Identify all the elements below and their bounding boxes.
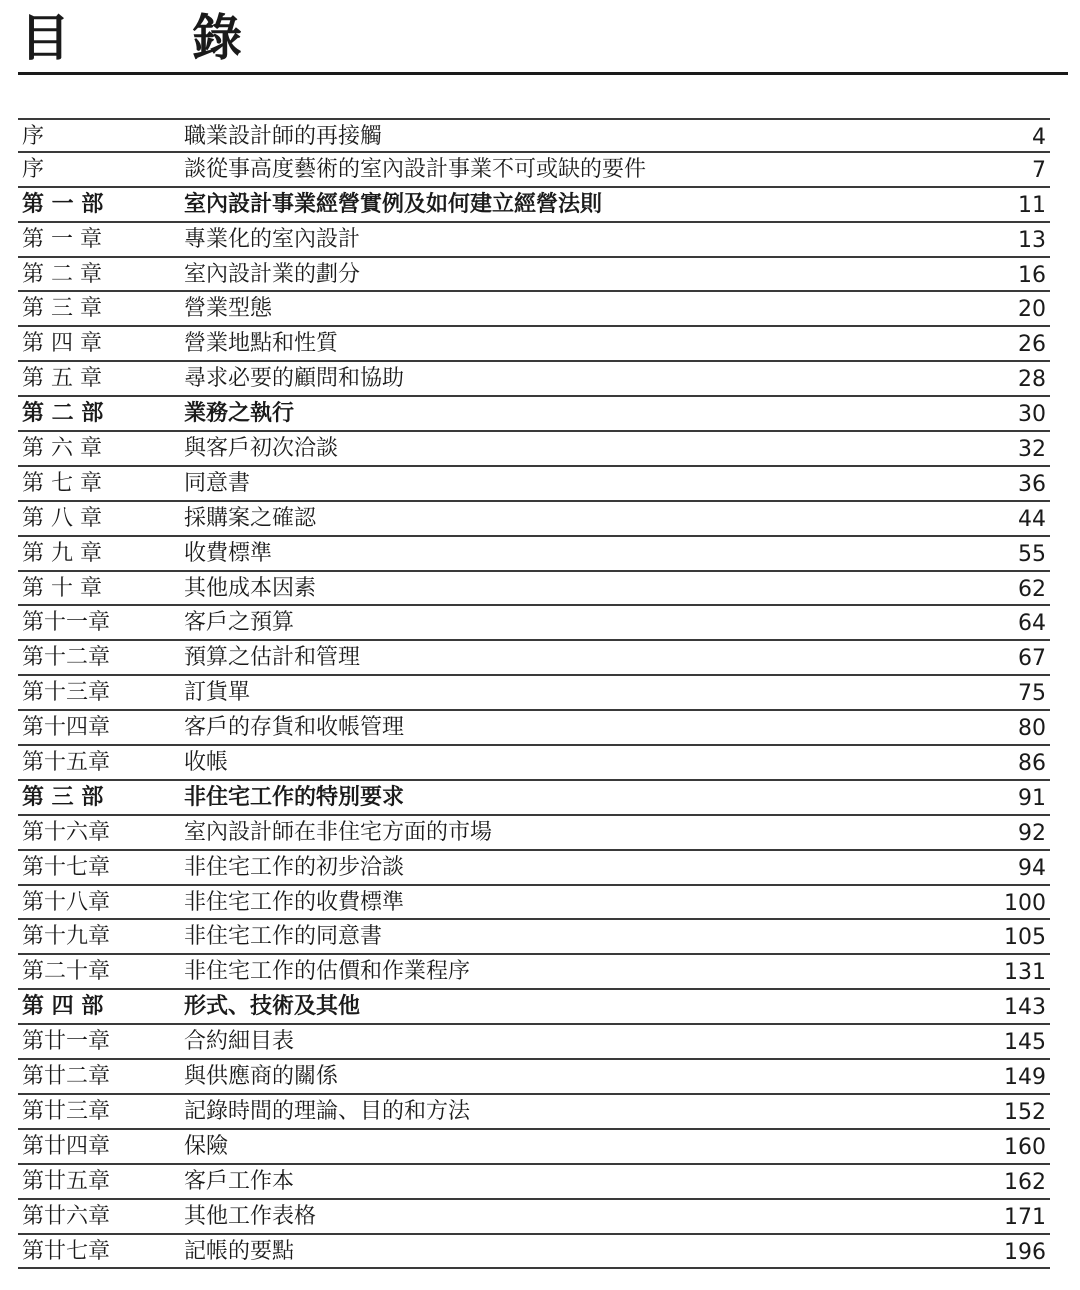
toc-row-page-number: 28 — [1018, 367, 1046, 393]
toc-row-title: 室內設計業的劃分 — [184, 261, 361, 287]
toc-row-label: 第十八章 — [22, 889, 111, 915]
toc-row — [18, 258, 1050, 293]
toc-row — [18, 886, 1050, 921]
toc-row — [18, 1130, 1050, 1165]
toc-row — [18, 1060, 1050, 1095]
toc-row-page-number: 143 — [1004, 995, 1046, 1021]
toc-header — [18, 6, 1068, 75]
toc-row — [18, 572, 1050, 607]
table-of-contents — [18, 118, 1050, 1269]
toc-row — [18, 851, 1050, 886]
toc-row — [18, 711, 1050, 746]
toc-row-page-number: 55 — [1018, 541, 1046, 567]
toc-row-title: 非住宅工作的初步洽談 — [184, 854, 405, 880]
toc-row-page-number: 94 — [1018, 855, 1046, 881]
toc-row — [18, 327, 1050, 362]
toc-row-page-number: 7 — [1032, 157, 1046, 183]
toc-row-title: 非住宅工作的特別要求 — [184, 784, 405, 810]
page-title: 目 錄 — [20, 9, 278, 67]
toc-part-row — [18, 781, 1050, 816]
toc-row-page-number: 92 — [1018, 820, 1046, 846]
toc-row-label: 第 七 章 — [22, 470, 102, 496]
toc-row-page-number: 145 — [1004, 1030, 1046, 1056]
toc-row — [18, 641, 1050, 676]
toc-row-page-number: 100 — [1004, 890, 1046, 916]
toc-row — [18, 1200, 1050, 1235]
toc-row-title: 室內設計事業經營實例及如何建立經營法則 — [184, 191, 603, 217]
toc-row-page-number: 32 — [1018, 437, 1046, 463]
toc-row-label: 第 五 章 — [22, 366, 102, 392]
toc-row-page-number: 196 — [1004, 1239, 1046, 1265]
toc-row — [18, 676, 1050, 711]
toc-row-title: 營業型態 — [184, 296, 273, 322]
toc-row-title: 訂貨單 — [184, 680, 251, 706]
toc-row-page-number: 13 — [1018, 227, 1046, 253]
toc-row — [18, 362, 1050, 397]
toc-row-label: 第十五章 — [22, 750, 111, 776]
toc-row — [18, 955, 1050, 990]
toc-row-title: 與客戶初次洽談 — [184, 436, 339, 462]
toc-row — [18, 537, 1050, 572]
toc-row-title: 營業地點和性質 — [184, 331, 339, 357]
toc-row-title: 非住宅工作的收費標準 — [184, 889, 405, 915]
toc-row-label: 第 三 部 — [22, 784, 104, 810]
toc-row — [18, 1025, 1050, 1060]
toc-row — [18, 1235, 1050, 1270]
toc-row-label: 第十六章 — [22, 819, 111, 845]
toc-row — [18, 746, 1050, 781]
toc-row-title: 客戶之預算 — [184, 610, 295, 636]
toc-row-page-number: 160 — [1004, 1134, 1046, 1160]
toc-row-label: 第十四章 — [22, 715, 111, 741]
toc-row — [18, 502, 1050, 537]
toc-row-title: 尋求必要的顧問和協助 — [184, 366, 405, 392]
toc-row-title: 非住宅工作的同意書 — [184, 924, 383, 950]
toc-row-label: 第 四 部 — [22, 994, 104, 1020]
toc-part-row — [18, 397, 1050, 432]
toc-row-label: 第廿四章 — [22, 1133, 111, 1159]
toc-row-page-number: 64 — [1018, 611, 1046, 637]
toc-row-title: 客戶工作本 — [184, 1168, 295, 1194]
toc-row-label: 第廿七章 — [22, 1238, 111, 1264]
toc-row-label: 第 二 章 — [22, 261, 102, 287]
toc-row-title: 預算之估計和管理 — [184, 645, 361, 671]
toc-row — [18, 920, 1050, 955]
toc-row-label: 第 十 章 — [22, 575, 102, 601]
toc-row — [18, 467, 1050, 502]
toc-row-page-number: 80 — [1018, 716, 1046, 742]
toc-row-label: 第 一 部 — [22, 191, 104, 217]
toc-row-page-number: 16 — [1018, 262, 1046, 288]
toc-row-label: 第 四 章 — [22, 331, 102, 357]
toc-row-label: 第 一 章 — [22, 226, 102, 252]
toc-part-row — [18, 188, 1050, 223]
toc-row-title: 職業設計師的再接觸 — [184, 124, 383, 149]
toc-row-page-number: 11 — [1018, 192, 1046, 218]
toc-row-page-number: 171 — [1004, 1204, 1046, 1230]
toc-row-title: 其他工作表格 — [184, 1203, 317, 1229]
toc-row-label: 第二十章 — [22, 959, 111, 985]
toc-row-label: 第 八 章 — [22, 505, 102, 531]
toc-row-label: 第十二章 — [22, 645, 111, 671]
toc-row-title: 記帳的要點 — [184, 1238, 295, 1264]
toc-row-title: 談從事高度藝術的室內設計事業不可或缺的要件 — [184, 156, 647, 182]
toc-row-label: 第廿六章 — [22, 1203, 111, 1229]
toc-row-page-number: 86 — [1018, 751, 1046, 777]
toc-row — [18, 118, 1050, 153]
toc-row-label: 序 — [22, 156, 45, 182]
toc-row-label: 第 九 章 — [22, 540, 102, 566]
toc-row — [18, 1165, 1050, 1200]
toc-row — [18, 816, 1050, 851]
toc-row-page-number: 152 — [1004, 1099, 1046, 1125]
toc-row-title: 收費標準 — [184, 540, 273, 566]
toc-row — [18, 432, 1050, 467]
toc-row-title: 業務之執行 — [184, 401, 295, 427]
toc-row-label: 第廿五章 — [22, 1168, 111, 1194]
toc-row-title: 保險 — [184, 1133, 229, 1159]
toc-row-page-number: 20 — [1018, 297, 1046, 323]
toc-row-page-number: 67 — [1018, 646, 1046, 672]
toc-row-page-number: 44 — [1018, 506, 1046, 532]
toc-row-label: 第廿二章 — [22, 1064, 111, 1090]
toc-row-page-number: 62 — [1018, 576, 1046, 602]
toc-row-label: 第 二 部 — [22, 401, 104, 427]
toc-row-title: 同意書 — [184, 470, 251, 496]
toc-row-title: 客戶的存貨和收帳管理 — [184, 715, 405, 741]
toc-row-page-number: 75 — [1018, 681, 1046, 707]
toc-row — [18, 1095, 1050, 1130]
toc-row-page-number: 162 — [1004, 1169, 1046, 1195]
toc-row-title: 非住宅工作的估價和作業程序 — [184, 959, 471, 985]
toc-row-page-number: 105 — [1004, 925, 1046, 951]
toc-row-label: 第 三 章 — [22, 296, 102, 322]
toc-row-title: 採購案之確認 — [184, 505, 317, 531]
toc-row-page-number: 4 — [1032, 125, 1046, 150]
toc-row-label: 第十一章 — [22, 610, 111, 636]
toc-row-label: 第廿三章 — [22, 1098, 111, 1124]
toc-row-label: 第十三章 — [22, 680, 111, 706]
toc-row-page-number: 91 — [1018, 785, 1046, 811]
toc-row-page-number: 26 — [1018, 332, 1046, 358]
toc-row-page-number: 131 — [1004, 960, 1046, 986]
toc-row-label: 第廿一章 — [22, 1029, 111, 1055]
toc-row-title: 合約細目表 — [184, 1029, 295, 1055]
toc-row — [18, 153, 1050, 188]
toc-row-title: 記錄時間的理論、目的和方法 — [184, 1098, 471, 1124]
toc-part-row — [18, 990, 1050, 1025]
toc-row-title: 形式、技術及其他 — [184, 994, 361, 1020]
toc-row-page-number: 36 — [1018, 471, 1046, 497]
toc-row-title: 收帳 — [184, 750, 229, 776]
toc-row-label: 第 六 章 — [22, 436, 102, 462]
toc-row-title: 與供應商的關係 — [184, 1064, 339, 1090]
toc-row-title: 其他成本因素 — [184, 575, 317, 601]
toc-row-title: 室內設計師在非住宅方面的市場 — [184, 819, 493, 845]
toc-row-label: 第十九章 — [22, 924, 111, 950]
toc-row-page-number: 149 — [1004, 1065, 1046, 1091]
toc-row-label: 序 — [22, 124, 45, 149]
toc-row — [18, 223, 1050, 258]
toc-row-label: 第十七章 — [22, 854, 111, 880]
toc-row — [18, 606, 1050, 641]
toc-row-page-number: 30 — [1018, 402, 1046, 428]
toc-row — [18, 292, 1050, 327]
toc-row-title: 專業化的室內設計 — [184, 226, 361, 252]
